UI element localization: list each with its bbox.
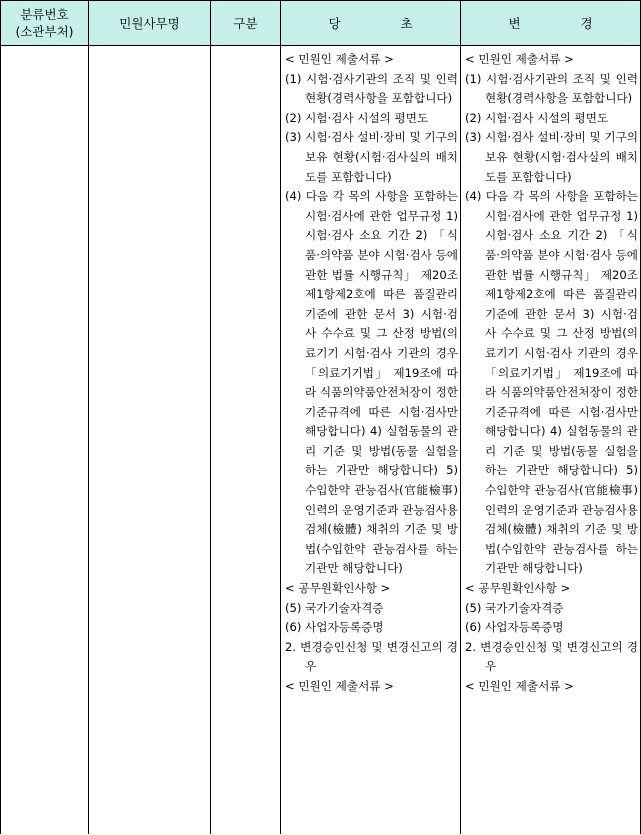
header-division: 구분 bbox=[211, 1, 281, 46]
original-item-7: 2. 변경승인신청 및 변경신고의 경우 bbox=[285, 639, 458, 674]
header-civil-affair-name: 민원사무명 bbox=[89, 1, 211, 46]
original-item-6: (6) 사업자등록증명 bbox=[285, 620, 384, 635]
changed-item-4: (4) 다음 각 목의 사항을 포함하는 시험·검사에 관한 업무규정 1) 시험·검사 소요 기간 2) 「식품·의약품 분야 시험·검사 등에 관한 법률 시행규칙」 제20조제1항제2호에 따른 품질관리 기준에 관한 문서 3) 시험·검사 수수료 및 그 산정 방법(의료기기 시험·검사 기관의 경우 「의료기기법」 제19조에 따라 식품의약품안전처장이 정한 기준규격에 따른 시험·검사만 해당합니다) 4) 실험동물의 관리 기준 및 방법(동물 실험을 하는 기관만 해당합니다) 5) 수입한약 관능검사(官能檢事)인력의 운영기준과 관능검사용 검체(檢體) 채취의 기준 및 방법(수입한약 관능검사를 하는 기관만 해당합니다) bbox=[465, 189, 638, 576]
original-item-3: (3) 시험·검사 설비·장비 및 기구의 보유 현황(시험·검사실의 배치도를 포함합니다) bbox=[285, 130, 458, 184]
original-item-2: (2) 시험·검사 시설의 평면도 bbox=[285, 110, 429, 125]
cell-classification bbox=[1, 46, 89, 835]
changed-section-applicant-docs-2: < 민원인 제출서류 > bbox=[465, 679, 574, 693]
original-section-applicant-docs: < 민원인 제출서류 > bbox=[285, 52, 394, 66]
header-original bbox=[281, 1, 461, 46]
header-classification-number bbox=[1, 1, 89, 46]
changed-content bbox=[461, 46, 640, 697]
cell-original bbox=[281, 46, 461, 835]
cell-civil-affair-name bbox=[89, 46, 211, 835]
changed-section-official-check: < 공무원확인사항 > bbox=[465, 581, 571, 596]
changed-item-7: 2. 변경승인신청 및 변경신고의 경우 bbox=[465, 639, 638, 674]
changed-item-2: (2) 시험·검사 시설의 평면도 bbox=[465, 110, 609, 125]
original-item-5: (5) 국가기술자격증 bbox=[285, 600, 384, 615]
original-item-4: (4) 다음 각 목의 사항을 포함하는 시험·검사에 관한 업무규정 1) 시험·검사 소요 기간 2) 「식품·의약품 분야 시험·검사 등에 관한 법률 시행규칙」 제20조제1항제2호에 따른 품질관리 기준에 관한 문서 3) 시험·검사 수수료 및 그 산정 방법(의료기기 시험·검사 기관의 경우 「의료기기법」 제19조에 따라 식품의약품안전처장이 정한 기준규격에 따른 시험·검사만 해당합니다) 4) 실험동물의 관리 기준 및 방법(동물 실험을 하는 기관만 해당합니다) 5) 수입한약 관능검사(官能檢事)인력의 운영기준과 관능검사용 검체(檢體) 채취의 기준 및 방법(수입한약 관능검사를 하는 기관만 해당합니다) bbox=[285, 189, 458, 576]
changed-item-1: (1) 시험·검사기관의 조직 및 인력 현황(경력사항을 포함합니다) bbox=[465, 71, 638, 106]
original-section-official-check: < 공무원확인사항 > bbox=[285, 581, 391, 596]
changed-item-5: (5) 국가기술자격증 bbox=[465, 600, 564, 615]
header-classification-line2: (소관부처) bbox=[15, 24, 74, 39]
original-content bbox=[281, 46, 460, 697]
changed-section-applicant-docs: < 민원인 제출서류 > bbox=[465, 52, 574, 66]
original-item-1: (1) 시험·검사기관의 조직 및 인력 현황(경력사항을 포함합니다) bbox=[285, 71, 458, 106]
table-header-row bbox=[1, 1, 641, 46]
header-classification-line1: 분류번호 bbox=[20, 7, 69, 22]
header-changed-label: 변 경 bbox=[508, 15, 621, 31]
cell-division bbox=[211, 46, 281, 835]
cell-changed bbox=[461, 46, 641, 835]
original-section-applicant-docs-2: < 민원인 제출서류 > bbox=[285, 679, 394, 693]
changed-item-3: (3) 시험·검사 설비·장비 및 기구의 보유 현황(시험·검사실의 배치도를 포함합니다) bbox=[465, 130, 638, 184]
header-changed bbox=[461, 1, 641, 46]
table-body-row bbox=[1, 46, 641, 835]
header-original-label: 당 초 bbox=[328, 15, 441, 31]
changed-item-6: (6) 사업자등록증명 bbox=[465, 620, 564, 635]
